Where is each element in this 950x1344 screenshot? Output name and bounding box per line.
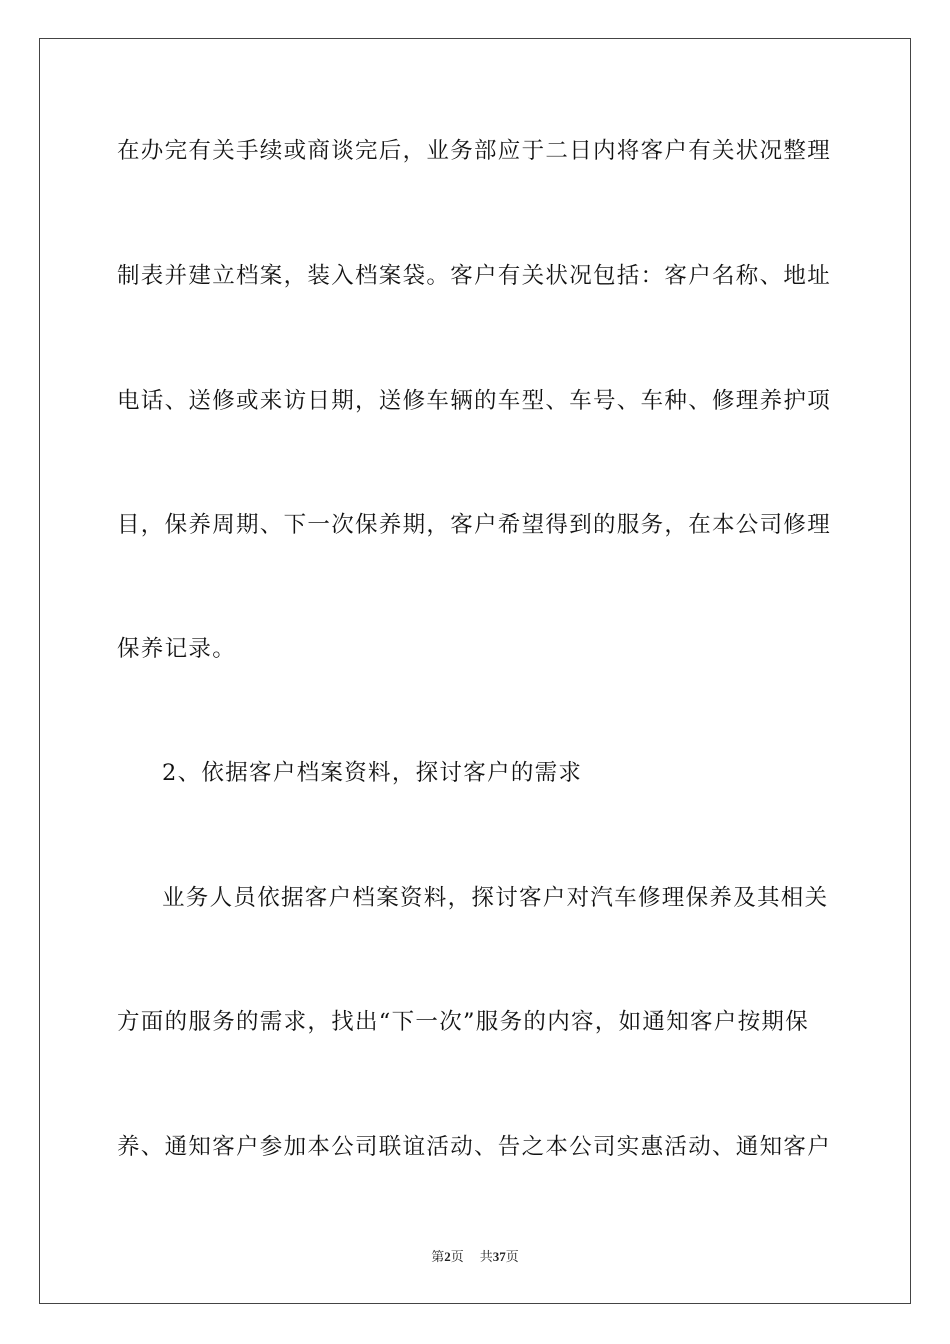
total-pages: 37 <box>492 1249 506 1264</box>
body-line-3: 电话、送修或来访日期，送修车辆的车型、车号、车种、修理养护项 <box>117 388 832 414</box>
body-line-6: 业务人员依据客户档案资料，探讨客户对汽车修理保养及其相关 <box>162 885 829 911</box>
page-prefix: 第 <box>431 1249 445 1264</box>
section-heading: 2、依据客户档案资料，探讨客户的需求 <box>162 760 583 786</box>
page-number: 2 <box>444 1249 451 1264</box>
page-border <box>39 38 911 1304</box>
body-line-8: 养、通知客户参加本公司联谊活动、告之本公司实惠活动、通知客户 <box>117 1134 832 1160</box>
page-suffix: 页 <box>450 1249 464 1264</box>
body-line-7: 方面的服务的需求，找出“下一次”服务的内容，如通知客户按期保 <box>117 1009 810 1035</box>
body-line-5: 保养记录。 <box>117 636 237 662</box>
body-line-1: 在办完有关手续或商谈完后，业务部应于二日内将客户有关状况整理 <box>117 138 832 164</box>
body-line-4: 目，保养周期、下一次保养期，客户希望得到的服务，在本公司修理 <box>117 512 832 538</box>
total-prefix: 共 <box>479 1249 493 1264</box>
body-line-2: 制表并建立档案，装入档案袋。客户有关状况包括：客户名称、地址 <box>117 263 832 289</box>
total-suffix: 页 <box>505 1249 519 1264</box>
page-footer <box>0 1246 950 1265</box>
